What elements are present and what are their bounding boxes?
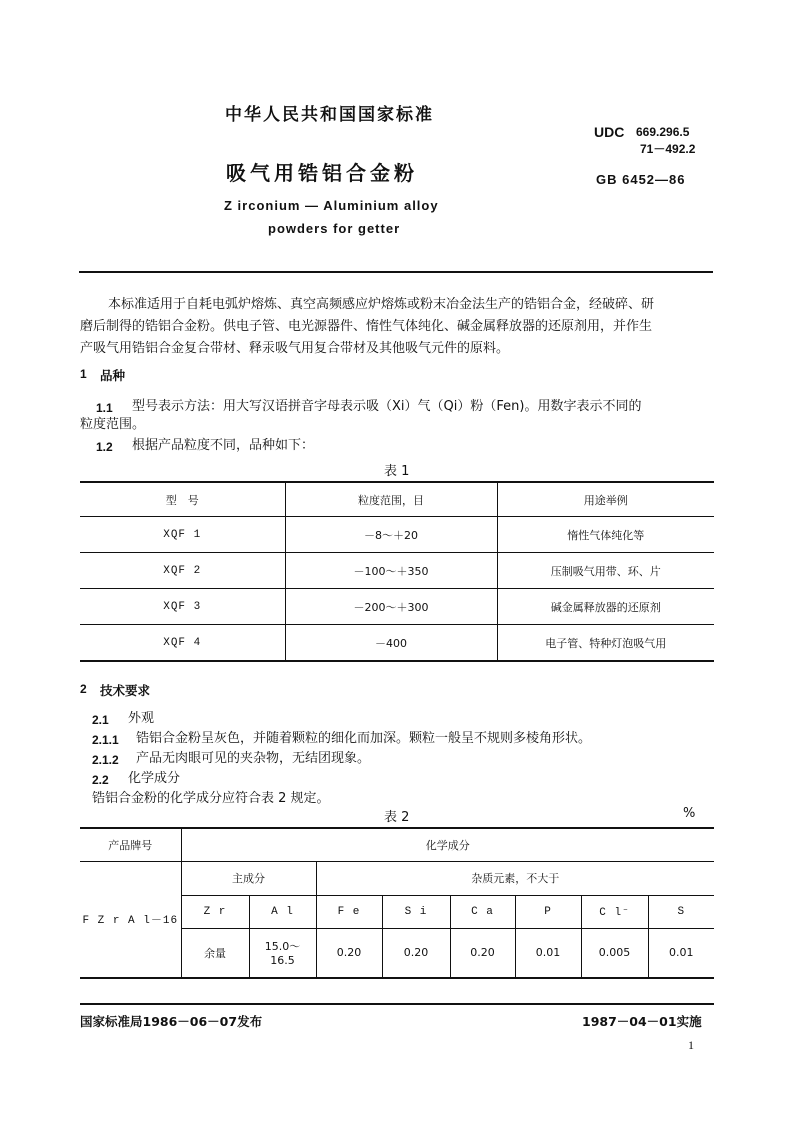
grade-cell — [80, 861, 181, 978]
element-cell: A l — [249, 895, 316, 928]
table-2 — [80, 827, 714, 979]
clause-1-1-line1: 型号表示方法：用大写汉语拼音字母表示吸（Xi）气（Qi）粉（Fen)。用数字表示不同的 — [132, 399, 642, 414]
value-cell: 0.01 — [515, 928, 581, 978]
impurity-header: 杂质元素，不大于 — [316, 861, 714, 895]
range-cell: －400 — [285, 625, 497, 662]
value-cell: 0.01 — [648, 928, 714, 978]
clause-2-2-text: 锆铝合金粉的化学成分应符合表 2 规定。 — [92, 791, 330, 806]
element-cell: F e — [316, 895, 382, 928]
footer-rule — [80, 1003, 714, 1005]
element-cell: S — [648, 895, 714, 928]
intro-line-1: 本标准适用于自耗电弧炉熔炼、真空高频感应炉熔炼或粉末冶金法生产的锆铝合金，经破碎、研 — [108, 297, 655, 312]
element-cell: Z r — [181, 895, 249, 928]
model-cell: XQF 2 — [163, 564, 202, 577]
clause-2-1-1-number: 2.1.1 — [92, 733, 119, 747]
intro-line-3: 产吸气用锆铝合金复合带材、释汞吸气用复合带材及其他吸气元件的原料。 — [80, 341, 510, 356]
table-2-unit: % — [683, 806, 696, 821]
table-row — [80, 553, 714, 589]
range-cell: －100～＋350 — [285, 553, 497, 589]
value-cell: 15.0～16.5 — [249, 928, 316, 978]
model-cell: XQF 4 — [163, 636, 202, 649]
value-cell: 0.005 — [581, 928, 648, 978]
use-cell: 惰性气体纯化等 — [497, 517, 714, 553]
grade-header: 产品牌号 — [80, 828, 181, 861]
clause-2-1-2-number: 2.1.2 — [92, 753, 119, 767]
udc-code-1: 669.296.5 — [636, 125, 690, 139]
section-1-number: 1 — [80, 367, 87, 381]
intro-line-2: 磨后制得的锆铝合金粉。供电子管、电光源器件、惰性气体纯化、碱金属释放器的还原剂用，并作生 — [80, 319, 653, 334]
model-cell: XQF 3 — [163, 600, 202, 613]
use-cell: 电子管、特种灯泡吸气用 — [497, 625, 714, 662]
range-cell: －200～＋300 — [285, 589, 497, 625]
element-cell: P — [515, 895, 581, 928]
clause-2-1-1-text: 锆铝合金粉呈灰色，并随着颗粒的细化而加深。颗粒一般呈不规则多棱角形状。 — [136, 731, 592, 746]
element-cell: C a — [450, 895, 515, 928]
value-cell: 0.20 — [450, 928, 515, 978]
value-cell: 0.20 — [382, 928, 450, 978]
grade-value: F Z r A l－16 — [82, 915, 179, 928]
document-title-en-line1: Z irconium — Aluminium alloy — [224, 198, 439, 213]
table-row — [80, 625, 714, 662]
table-1-header-row — [80, 482, 714, 517]
table-1-header-model: 型 号 — [165, 493, 199, 507]
document-title-en-line2: powders for getter — [268, 221, 401, 236]
element-cell: S i — [382, 895, 450, 928]
value-cell: 余量 — [181, 928, 249, 978]
clause-2-1-number: 2.1 — [92, 713, 109, 727]
page-number: 1 — [688, 1038, 694, 1052]
use-cell: 碱金属释放器的还原剂 — [497, 589, 714, 625]
udc-label: UDC — [594, 124, 625, 140]
effective-date: 1987－04－01实施 — [582, 1014, 702, 1029]
clause-2-1-2-text: 产品无肉眼可见的夹杂物，无结团现象。 — [136, 751, 371, 766]
clause-2-1-title: 外观 — [128, 711, 155, 726]
gb-standard-number: GB 6452—86 — [596, 172, 686, 187]
clause-1-1-number: 1.1 — [96, 401, 113, 415]
section-1-title: 品种 — [100, 368, 126, 383]
chem-composition-header: 化学成分 — [181, 828, 714, 861]
clause-1-1-line2: 粒度范围。 — [80, 417, 146, 432]
clause-1-2-number: 1.2 — [96, 440, 113, 454]
table-1-header-use: 用途举例 — [497, 482, 714, 517]
clause-2-2-number: 2.2 — [92, 773, 109, 787]
issue-date: 国家标准局1986－06－07发布 — [80, 1014, 263, 1029]
table-2-header-row-1 — [80, 828, 714, 861]
table-1 — [80, 481, 714, 662]
model-cell: XQF 1 — [163, 528, 202, 541]
clause-1-2-text: 根据产品粒度不同，品种如下： — [132, 438, 315, 453]
section-2-number: 2 — [80, 682, 87, 696]
table-2-caption: 表 2 — [384, 810, 410, 825]
udc-code-2: 71－492.2 — [640, 142, 696, 156]
clause-2-2-title: 化学成分 — [128, 771, 181, 786]
range-cell: －8～＋20 — [285, 517, 497, 553]
use-cell: 压制吸气用带、环、片 — [497, 553, 714, 589]
section-2-title: 技术要求 — [100, 683, 151, 698]
table-2-header-row-2 — [80, 861, 714, 895]
issuing-country-heading: 中华人民共和国国家标准 — [225, 105, 434, 125]
table-row — [80, 517, 714, 553]
element-cell: C l⁻ — [581, 895, 648, 928]
document-title-cn: 吸气用锆铝合金粉 — [226, 161, 418, 185]
main-component-header: 主成分 — [181, 861, 316, 895]
table-row — [80, 589, 714, 625]
value-cell: 0.20 — [316, 928, 382, 978]
header-rule — [79, 271, 713, 273]
table-1-caption: 表 1 — [384, 464, 410, 479]
table-1-header-range: 粒度范围，目 — [285, 482, 497, 517]
